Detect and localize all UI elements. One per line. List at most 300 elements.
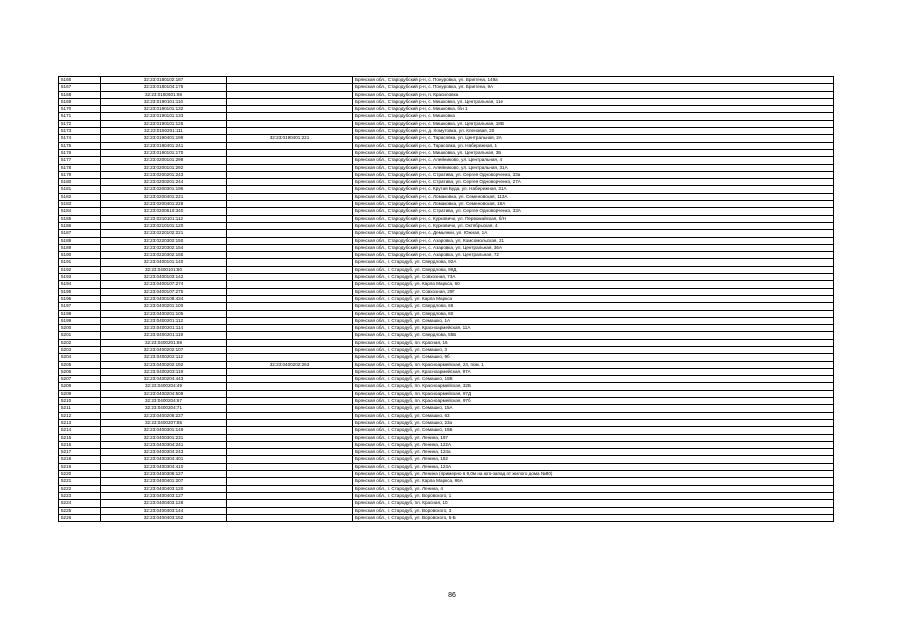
row-number-cell: 5217 [59, 449, 101, 456]
related-cadastral-number-cell [227, 106, 353, 113]
related-cadastral-number-cell [227, 398, 353, 405]
row-number-cell: 5201 [59, 332, 101, 339]
table-row [59, 339, 834, 346]
related-cadastral-number-cell [227, 310, 353, 317]
related-cadastral-number-cell: 32:23:0400202:263 [227, 361, 353, 368]
row-number-cell: 5167 [59, 84, 101, 91]
address-cell: Брянская обл., г. Стародуб, ул. Свердлова, 92А [353, 259, 834, 266]
table-row [59, 500, 834, 507]
related-cadastral-number-cell [227, 295, 353, 302]
row-number-cell: 5221 [59, 478, 101, 485]
related-cadastral-number-cell [227, 201, 353, 208]
address-cell: Брянская обл., Стародубский р-н, п. Красиловка [353, 91, 834, 98]
cadastral-number-cell: 32:23:0400204:443 [101, 376, 227, 383]
table-row [59, 149, 834, 156]
row-number-cell: 5187 [59, 230, 101, 237]
related-cadastral-number-cell [227, 346, 353, 353]
row-number-cell: 5225 [59, 507, 101, 514]
address-cell: Брянская обл., Стародубский р-н, с. Азаровка, ул. Комсомольская, 21 [353, 237, 834, 244]
cadastral-number-cell: 32:23:0190401:199 [101, 135, 227, 142]
related-cadastral-number-cell [227, 412, 353, 419]
cadastral-number-cell: 32:23:0220302:154 [101, 244, 227, 251]
related-cadastral-number-cell [227, 500, 353, 507]
related-cadastral-number-cell [227, 485, 353, 492]
related-cadastral-number-cell [227, 222, 353, 229]
table-row [59, 295, 834, 302]
row-number-cell: 5173 [59, 128, 101, 135]
table-row [59, 142, 834, 149]
address-cell: Брянская обл., г. Стародуб, ул. Карла Маркса, 60 [353, 281, 834, 288]
cadastral-number-cell: 32:23:0400201:119 [101, 332, 227, 339]
row-number-cell: 5185 [59, 215, 101, 222]
related-cadastral-number-cell [227, 507, 353, 514]
address-cell: Брянская обл., Стародубский р-н, с. Стратива, ул. Сергея Одноворченко, 27А [353, 179, 834, 186]
row-number-cell: 5175 [59, 142, 101, 149]
related-cadastral-number-cell [227, 354, 353, 361]
row-number-cell: 5210 [59, 398, 101, 405]
cadastral-number-cell: 32:23:0400201:100 [101, 303, 227, 310]
table-row [59, 252, 834, 259]
cadastral-number-cell: 32:23:0220302:155 [101, 252, 227, 259]
cadastral-number-cell: 32:23:0400201:105 [101, 310, 227, 317]
related-cadastral-number-cell [227, 98, 353, 105]
table-row [59, 77, 834, 84]
cadastral-number-cell: 32:23:0210101:112 [101, 215, 227, 222]
table-row [59, 215, 834, 222]
row-number-cell: 5195 [59, 288, 101, 295]
related-cadastral-number-cell [227, 383, 353, 390]
address-cell: Брянская обл., г. Стародуб, ул. Совхозная, 73А [353, 274, 834, 281]
related-cadastral-number-cell: 32:23:0190401:221 [227, 135, 353, 142]
row-number-cell: 5190 [59, 252, 101, 259]
related-cadastral-number-cell [227, 259, 353, 266]
address-cell: Брянская обл., г. Стародуб, пл. Красная, 16 [353, 339, 834, 346]
table-row [59, 361, 834, 368]
cadastral-number-cell: 32:23:0400201:114 [101, 325, 227, 332]
cadastral-number-cell: 32:23:0400401:207 [101, 478, 227, 485]
cadastral-number-cell: 32:23:0180601:98 [101, 91, 227, 98]
cadastral-number-cell: 32:23:0180102:187 [101, 77, 227, 84]
cadastral-number-cell: 32:23:0190401:241 [101, 142, 227, 149]
address-cell: Брянская обл., г. Стародуб, ул. Семашко, 23а [353, 419, 834, 426]
cadastral-number-cell: 32:23:0400203:119 [101, 368, 227, 375]
row-number-cell: 5178 [59, 164, 101, 171]
table-row [59, 91, 834, 98]
table-row [59, 368, 834, 375]
table-row [59, 456, 834, 463]
address-cell: Брянская обл., г. Стародуб, ул. Ленина, 152 [353, 456, 834, 463]
address-cell: Брянская обл., г. Стародуб, ул. Семашко, 9б [353, 354, 834, 361]
table-row [59, 427, 834, 434]
row-number-cell: 5198 [59, 310, 101, 317]
address-cell: Брянская обл., г. Стародуб, ул. Свердлова, 99Д [353, 266, 834, 273]
address-cell: Брянская обл., Стародубский р-н, с. Ломаковка, ул. Семеновская, 113А [353, 193, 834, 200]
table-row [59, 317, 834, 324]
row-number-cell: 5220 [59, 471, 101, 478]
table-row [59, 303, 834, 310]
related-cadastral-number-cell [227, 186, 353, 193]
address-cell: Брянская обл., г. Стародуб, ул. Ленина, 124а [353, 449, 834, 456]
row-number-cell: 5203 [59, 346, 101, 353]
cadastral-number-cell: 32:23:0200301:196 [101, 186, 227, 193]
table-row [59, 471, 834, 478]
table-row [59, 120, 834, 127]
address-cell: Брянская обл., г. Стародуб, ул. Карла Маркса [353, 295, 834, 302]
related-cadastral-number-cell [227, 274, 353, 281]
address-cell: Брянская обл., Стародубский р-н, с. Мишковка, ул. Центральная, 11е [353, 98, 834, 105]
row-number-cell: 5171 [59, 113, 101, 120]
row-number-cell: 5186 [59, 222, 101, 229]
cadastral-number-cell: 32:23:0400108:434 [101, 295, 227, 302]
table-row [59, 135, 834, 142]
address-cell: Брянская обл., г. Стародуб, ул. Карла Маркса, 86А [353, 478, 834, 485]
row-number-cell: 5176 [59, 149, 101, 156]
related-cadastral-number-cell [227, 463, 353, 470]
table-row [59, 376, 834, 383]
cadastral-number-cell: 32:23:0400103:142 [101, 274, 227, 281]
table-row [59, 266, 834, 273]
row-number-cell: 5212 [59, 412, 101, 419]
registry-table-body [59, 77, 834, 522]
address-cell: Брянская обл., г. Стародуб, ул. Свердлова, 60 [353, 310, 834, 317]
cadastral-number-cell: 32:23:0400301:146 [101, 427, 227, 434]
row-number-cell: 5182 [59, 193, 101, 200]
cadastral-number-cell: 32:23:0400304:241 [101, 441, 227, 448]
related-cadastral-number-cell [227, 113, 353, 120]
related-cadastral-number-cell [227, 128, 353, 135]
related-cadastral-number-cell [227, 230, 353, 237]
related-cadastral-number-cell [227, 84, 353, 91]
table-row [59, 157, 834, 164]
table-row [59, 106, 834, 113]
related-cadastral-number-cell [227, 456, 353, 463]
address-cell: Брянская обл., г. Стародуб, ул. Ленина, 4 [353, 485, 834, 492]
address-cell: Брянская обл., Стародубский р-н, д. Хомутовка, ул. Кленовая, 20 [353, 128, 834, 135]
address-cell: Брянская обл., г. Стародуб, ул. Ленина (примерно в 9,0м на юго-запад от жилого дома №80) [353, 471, 834, 478]
row-number-cell: 5197 [59, 303, 101, 310]
related-cadastral-number-cell [227, 237, 353, 244]
table-row [59, 281, 834, 288]
address-cell: Брянская обл., г. Стародуб, ул. Воровского, 1 [353, 492, 834, 499]
row-number-cell: 5191 [59, 259, 101, 266]
address-cell: Брянская обл., Стародубский р-н, с. Ломаковка, ул. Семеновская, 18А [353, 201, 834, 208]
address-cell: Брянская обл., Стародубский р-н, с. Понуровка, ул. Бриггена, 149а [353, 77, 834, 84]
cadastral-number-cell: 32:23:0400204:509 [101, 390, 227, 397]
address-cell: Брянская обл., Стародубский р-н, с. Демьянки, ул. Южная, 1А [353, 230, 834, 237]
address-cell: Брянская обл., Стародубский р-н, с. Понуровка, ул. Бриггена, 9А [353, 84, 834, 91]
table-row [59, 325, 834, 332]
address-cell: Брянская обл., г. Стародуб, пл. Красноармейская, 32Б [353, 383, 834, 390]
row-number-cell: 5169 [59, 98, 101, 105]
table-row [59, 222, 834, 229]
row-number-cell: 5223 [59, 492, 101, 499]
address-cell: Брянская обл., г. Стародуб, пл. Красноармейская, 97Д [353, 390, 834, 397]
row-number-cell: 5188 [59, 237, 101, 244]
address-cell: Брянская обл., г. Стародуб, пл. Красноармейская, 24, пом. 1 [353, 361, 834, 368]
related-cadastral-number-cell [227, 339, 353, 346]
row-number-cell: 5222 [59, 485, 101, 492]
table-row [59, 441, 834, 448]
table-row [59, 449, 834, 456]
address-cell: Брянская обл., Стародубский р-н, с. Мишковка, ул. Центральная, 18В [353, 120, 834, 127]
row-number-cell: 5181 [59, 186, 101, 193]
cadastral-number-cell: 32:23:0400107:275 [101, 288, 227, 295]
table-row [59, 412, 834, 419]
row-number-cell: 5194 [59, 281, 101, 288]
related-cadastral-number-cell [227, 514, 353, 521]
cadastral-number-cell: 32:23:0400403:128 [101, 500, 227, 507]
cadastral-number-cell: 32:23:0400304:243 [101, 449, 227, 456]
related-cadastral-number-cell [227, 193, 353, 200]
address-cell: Брянская обл., г. Стародуб, ул. Ленина, 124А [353, 463, 834, 470]
related-cadastral-number-cell [227, 288, 353, 295]
address-cell: Брянская обл., Стародубский р-н, с. Стратива, ул. Сергея Одноворченко, 33А [353, 208, 834, 215]
related-cadastral-number-cell [227, 244, 353, 251]
address-cell: Брянская обл., Стародубский р-н, с. Азаровка, ул. Центральная, 72 [353, 252, 834, 259]
address-cell: Брянская обл., г. Стародуб, пл. Красноармейская, 97б [353, 398, 834, 405]
row-number-cell: 5166 [59, 77, 101, 84]
address-cell: Брянская обл., Стародубский р-н, с. Азаровка, ул. Центральная, 36А [353, 244, 834, 251]
table-row [59, 193, 834, 200]
related-cadastral-number-cell [227, 120, 353, 127]
row-number-cell: 5209 [59, 390, 101, 397]
address-cell: Брянская обл., г. Стародуб, ул. Свердлова, 68 [353, 303, 834, 310]
row-number-cell: 5180 [59, 179, 101, 186]
cadastral-number-cell: 32:23:0200610:340 [101, 208, 227, 215]
address-cell: Брянская обл., г. Стародуб, ул. Совхозная, 29Г [353, 288, 834, 295]
address-cell: Брянская обл., Стародубский р-н, с. Мишковка [353, 113, 834, 120]
table-row [59, 171, 834, 178]
row-number-cell: 5218 [59, 456, 101, 463]
row-number-cell: 5183 [59, 201, 101, 208]
address-cell: Брянская обл., Стародубский р-н, с. Тарасовка, ул. Набережная, 1 [353, 142, 834, 149]
cadastral-number-cell: 32:23:0400306:127 [101, 471, 227, 478]
table-row [59, 288, 834, 295]
table-row [59, 208, 834, 215]
table-row [59, 98, 834, 105]
address-cell: Брянская обл., г. Стародуб, ул. Семашко, 63 [353, 412, 834, 419]
related-cadastral-number-cell [227, 368, 353, 375]
address-cell: Брянская обл., г. Стародуб, ул. Воровского, 5-Б [353, 514, 834, 521]
row-number-cell: 5168 [59, 91, 101, 98]
cadastral-number-cell: 32:23:0200401:221 [101, 193, 227, 200]
address-cell: Брянская обл., Стародубский р-н, с. Алейниково, ул. Центральная, 4 [353, 157, 834, 164]
cadastral-number-cell: 32:23:0220102:221 [101, 230, 227, 237]
row-number-cell: 5205 [59, 361, 101, 368]
cadastral-number-cell: 32:23:0400207:85 [101, 419, 227, 426]
row-number-cell: 5184 [59, 208, 101, 215]
table-row [59, 128, 834, 135]
cadastral-number-cell: 32:23:0190101:125 [101, 120, 227, 127]
row-number-cell: 5214 [59, 427, 101, 434]
address-cell: Брянская обл., г. Стародуб, ул. Ленина, 122А [353, 441, 834, 448]
related-cadastral-number-cell [227, 376, 353, 383]
row-number-cell: 5208 [59, 383, 101, 390]
table-row [59, 383, 834, 390]
row-number-cell: 5199 [59, 317, 101, 324]
row-number-cell: 5213 [59, 419, 101, 426]
table-row [59, 274, 834, 281]
address-cell: Брянская обл., г. Стародуб, ул. Ленина, 197 [353, 434, 834, 441]
related-cadastral-number-cell [227, 208, 353, 215]
table-row [59, 434, 834, 441]
table-row [59, 485, 834, 492]
cadastral-number-cell: 32:23:0400107:274 [101, 281, 227, 288]
cadastral-number-cell: 32:23:0400206:227 [101, 412, 227, 419]
table-row [59, 230, 834, 237]
related-cadastral-number-cell [227, 471, 353, 478]
row-number-cell: 5193 [59, 274, 101, 281]
row-number-cell: 5170 [59, 106, 101, 113]
table-row [59, 346, 834, 353]
address-cell: Брянская обл., Стародубский р-н, с. Тарасовка, ул. Центральная, 2А [353, 135, 834, 142]
table-row [59, 244, 834, 251]
cadastral-number-cell: 32:23:0220302:150 [101, 237, 227, 244]
address-cell: Брянская обл., г. Стародуб, ул. Свердлова, 55Б [353, 332, 834, 339]
address-cell: Брянская обл., г. Стародуб, ул. Семашко, 15Б [353, 427, 834, 434]
address-cell: Брянская обл., Стародубский р-н, с. Курковичи, ул. Первомайская, б/Н [353, 215, 834, 222]
table-row [59, 492, 834, 499]
related-cadastral-number-cell [227, 427, 353, 434]
cadastral-number-cell: 32:23:0190201:111 [101, 128, 227, 135]
cadastral-number-cell: 32:23:0400304:410 [101, 463, 227, 470]
row-number-cell: 5224 [59, 500, 101, 507]
table-row [59, 310, 834, 317]
cadastral-number-cell: 32:23:0400204:71 [101, 405, 227, 412]
table-row [59, 398, 834, 405]
table-row [59, 507, 834, 514]
address-cell: Брянская обл., г. Стародуб, пл. Красная, 10 [353, 500, 834, 507]
cadastral-number-cell: 32:23:0200201:244 [101, 179, 227, 186]
address-cell: Брянская обл., г. Стародуб, ул. Семашко, 15А [353, 405, 834, 412]
related-cadastral-number-cell [227, 332, 353, 339]
cadastral-number-cell: 32:23:0200101:298 [101, 157, 227, 164]
cadastral-number-cell: 32:23:0200101:292 [101, 164, 227, 171]
related-cadastral-number-cell [227, 303, 353, 310]
row-number-cell: 5179 [59, 171, 101, 178]
cadastral-number-cell: 32:23:0400204:67 [101, 398, 227, 405]
table-row [59, 164, 834, 171]
row-number-cell: 5216 [59, 441, 101, 448]
related-cadastral-number-cell [227, 492, 353, 499]
cadastral-number-cell: 32:23:0400101:140 [101, 259, 227, 266]
table-row [59, 463, 834, 470]
related-cadastral-number-cell [227, 179, 353, 186]
row-number-cell: 5202 [59, 339, 101, 346]
cadastral-number-cell: 32:23:0180104:175 [101, 84, 227, 91]
cadastral-number-cell: 32:23:0190101:170 [101, 149, 227, 156]
related-cadastral-number-cell [227, 405, 353, 412]
address-cell: Брянская обл., Стародубский р-н, с. Курковичи, ул. Октябрьская, 4 [353, 222, 834, 229]
row-number-cell: 5207 [59, 376, 101, 383]
address-cell: Брянская обл., Стародубский р-н, с. Мишковка, ул. Центральная, 3Б [353, 149, 834, 156]
related-cadastral-number-cell [227, 149, 353, 156]
cadastral-number-cell: 32:23:0400304:401 [101, 456, 227, 463]
table-row [59, 419, 834, 426]
cadastral-number-cell: 32:23:0400204:49 [101, 383, 227, 390]
table-row [59, 405, 834, 412]
row-number-cell: 5192 [59, 266, 101, 273]
row-number-cell: 5211 [59, 405, 101, 412]
related-cadastral-number-cell [227, 252, 353, 259]
related-cadastral-number-cell [227, 164, 353, 171]
cadastral-number-cell: 32:23:0400301:231 [101, 434, 227, 441]
address-cell: Брянская обл., г. Стародуб, ул. Семашко, 15В [353, 376, 834, 383]
row-number-cell: 5204 [59, 354, 101, 361]
cadastral-number-cell: 32:23:0400403:127 [101, 492, 227, 499]
cadastral-number-cell: 32:23:0190101:133 [101, 113, 227, 120]
cadastral-number-cell: 32:23:0400403:120 [101, 485, 227, 492]
row-number-cell: 5206 [59, 368, 101, 375]
address-cell: Брянская обл., г. Стародуб, ул. Воровского, 3 [353, 507, 834, 514]
related-cadastral-number-cell [227, 91, 353, 98]
row-number-cell: 5174 [59, 135, 101, 142]
cadastral-number-cell: 32:23:0400202:112 [101, 354, 227, 361]
table-row [59, 514, 834, 521]
related-cadastral-number-cell [227, 77, 353, 84]
address-cell: Брянская обл., г. Стародуб, ул. Красноармейская, 97А [353, 368, 834, 375]
related-cadastral-number-cell [227, 171, 353, 178]
address-cell: Брянская обл., г. Стародуб, ул. Красноармейская, 11А [353, 325, 834, 332]
cadastral-number-cell: 32:23:0190101:132 [101, 106, 227, 113]
related-cadastral-number-cell [227, 419, 353, 426]
row-number-cell: 5177 [59, 157, 101, 164]
table-row [59, 179, 834, 186]
table-row [59, 390, 834, 397]
table-row [59, 84, 834, 91]
related-cadastral-number-cell [227, 449, 353, 456]
related-cadastral-number-cell [227, 215, 353, 222]
related-cadastral-number-cell [227, 157, 353, 164]
related-cadastral-number-cell [227, 266, 353, 273]
cadastral-number-cell: 32:23:0400403:144 [101, 507, 227, 514]
cadastral-number-cell: 32:23:0200401:228 [101, 201, 227, 208]
cadastral-number-cell: 32:23:0200201:243 [101, 171, 227, 178]
page-number: 86 [448, 592, 456, 599]
cadastral-number-cell: 32:23:0210101:120 [101, 222, 227, 229]
address-cell: Брянская обл., Стародубский р-н, с. Мишковка, б\н 1 [353, 106, 834, 113]
address-cell: Брянская обл., г. Стародуб, ул. Семашко, 3 [353, 346, 834, 353]
row-number-cell: 5226 [59, 514, 101, 521]
related-cadastral-number-cell [227, 478, 353, 485]
table-row [59, 332, 834, 339]
cadastral-number-cell: 32:23:0400403:152 [101, 514, 227, 521]
row-number-cell: 5215 [59, 434, 101, 441]
related-cadastral-number-cell [227, 142, 353, 149]
row-number-cell: 5172 [59, 120, 101, 127]
related-cadastral-number-cell [227, 434, 353, 441]
address-cell: Брянская обл., г. Стародуб, ул. Семашко, 1А [353, 317, 834, 324]
table-row [59, 201, 834, 208]
address-cell: Брянская обл., Стародубский р-н, с. Алейниково, ул. Центральная, 31А [353, 164, 834, 171]
table-row [59, 237, 834, 244]
table-row [59, 478, 834, 485]
cadastral-number-cell: 32:23:0400202:107 [101, 346, 227, 353]
table-row [59, 354, 834, 361]
related-cadastral-number-cell [227, 317, 353, 324]
related-cadastral-number-cell [227, 325, 353, 332]
table-row [59, 186, 834, 193]
cadastral-number-cell: 32:23:0190101:110 [101, 98, 227, 105]
related-cadastral-number-cell [227, 281, 353, 288]
cadastral-number-cell: 32:23:0400101:80 [101, 266, 227, 273]
table-row [59, 259, 834, 266]
table-row [59, 113, 834, 120]
cadastral-number-cell: 32:23:0400201:88 [101, 339, 227, 346]
related-cadastral-number-cell [227, 441, 353, 448]
row-number-cell: 5219 [59, 463, 101, 470]
row-number-cell: 5196 [59, 295, 101, 302]
